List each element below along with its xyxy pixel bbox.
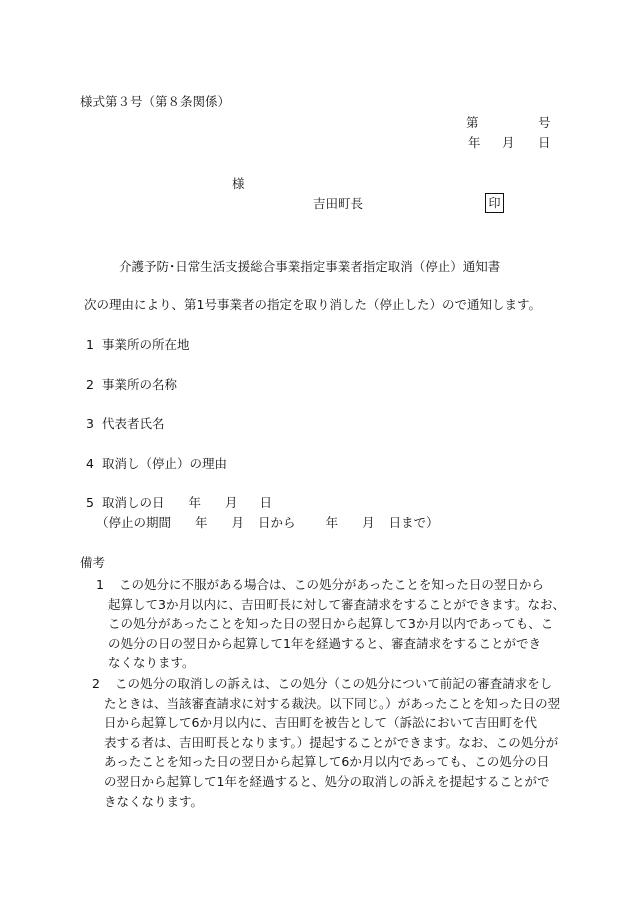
- date-day: 日: [538, 135, 551, 150]
- note-line: の処分の日の翌日から起算して1年を経過すると、審査請求をすることができ: [108, 635, 541, 651]
- note-line: 表する者は、吉田町長となります。）提起することができます。なお、この処分が: [104, 734, 559, 750]
- item-label: 取消しの日: [102, 495, 165, 510]
- note-number: 2: [92, 676, 100, 691]
- item-number: 3: [86, 416, 94, 431]
- from-year: 年: [195, 515, 208, 530]
- date-month: 月: [225, 495, 238, 510]
- date-month: 月: [502, 135, 515, 150]
- note-line: きなくなります。: [104, 793, 204, 809]
- number-suffix: 号: [538, 115, 551, 130]
- item-number: 1: [86, 337, 94, 352]
- to-month: 月: [362, 515, 375, 530]
- note-line: あったことを知った日の翌日から起算して6か月以内であっても、この処分の日: [104, 754, 550, 770]
- note-line: の翌日から起算して1年を経過すると、処分の取消しの訴えを提起することがで: [104, 773, 550, 789]
- note-number: 1: [96, 577, 104, 592]
- item-office-name: [86, 379, 177, 392]
- intro-text: 次の理由により、第1号事業者の指定を取り消した（停止した）ので通知します。: [84, 297, 541, 312]
- form-label: 様式第３号（第８条関係）: [80, 94, 231, 109]
- to-day-suffix: 日まで）: [388, 515, 439, 530]
- seal-box: [485, 193, 504, 213]
- note-line: この処分があったことを知った日の翌日から起算して3か月以内であっても、こ: [108, 616, 554, 632]
- note-line: たときは、当該審査請求に対する裁決。以下同じ。）があったことを知った日の翌: [104, 695, 561, 711]
- item-number: 2: [86, 377, 94, 392]
- item-office-address: [86, 339, 190, 352]
- note-line: 日から起算して6か月以内に、吉田町を被告として（訴訟において吉田町を代: [104, 715, 537, 731]
- number-prefix: 第: [466, 115, 479, 130]
- item-label: 事業所の名称: [102, 377, 178, 392]
- note-line: なくなります。: [108, 655, 195, 671]
- sender-name: 吉田町長: [313, 196, 364, 211]
- seal-label: 印: [488, 196, 501, 210]
- note-line: 起算して3か月以内に、吉田町長に対して審査請求をすることができます。なお、: [108, 596, 565, 612]
- from-day-suffix: 日から: [258, 515, 296, 530]
- item-label: 取消し（停止）の理由: [102, 456, 228, 471]
- date-day: 日: [259, 495, 273, 510]
- note-line: この処分に不服がある場合は、この処分があったことを知った日の翌日から: [119, 577, 544, 592]
- item-number: 4: [86, 456, 94, 471]
- from-month: 月: [231, 515, 245, 530]
- item-number: 5: [86, 495, 94, 510]
- date-year: 年: [188, 495, 202, 510]
- item-revocation-date: [86, 497, 272, 510]
- suspension-open: （停止の期間: [96, 515, 172, 530]
- document-title: 介護予防･日常生活支援総合事業指定事業者指定取消（停止）通知書: [119, 259, 501, 274]
- item-label: 代表者氏名: [102, 416, 165, 431]
- date-year: 年: [468, 135, 481, 150]
- item-representative: [86, 418, 165, 431]
- to-year: 年: [325, 515, 339, 530]
- remarks-heading: 備考: [80, 555, 106, 570]
- note-line: この処分の取消しの訴えは、この処分（この処分について前記の審査請求をし: [115, 676, 553, 691]
- addressee-honorific: 様: [232, 176, 245, 191]
- item-label: 事業所の所在地: [102, 337, 190, 352]
- suspension-period: [96, 517, 439, 530]
- item-reason: [86, 458, 227, 471]
